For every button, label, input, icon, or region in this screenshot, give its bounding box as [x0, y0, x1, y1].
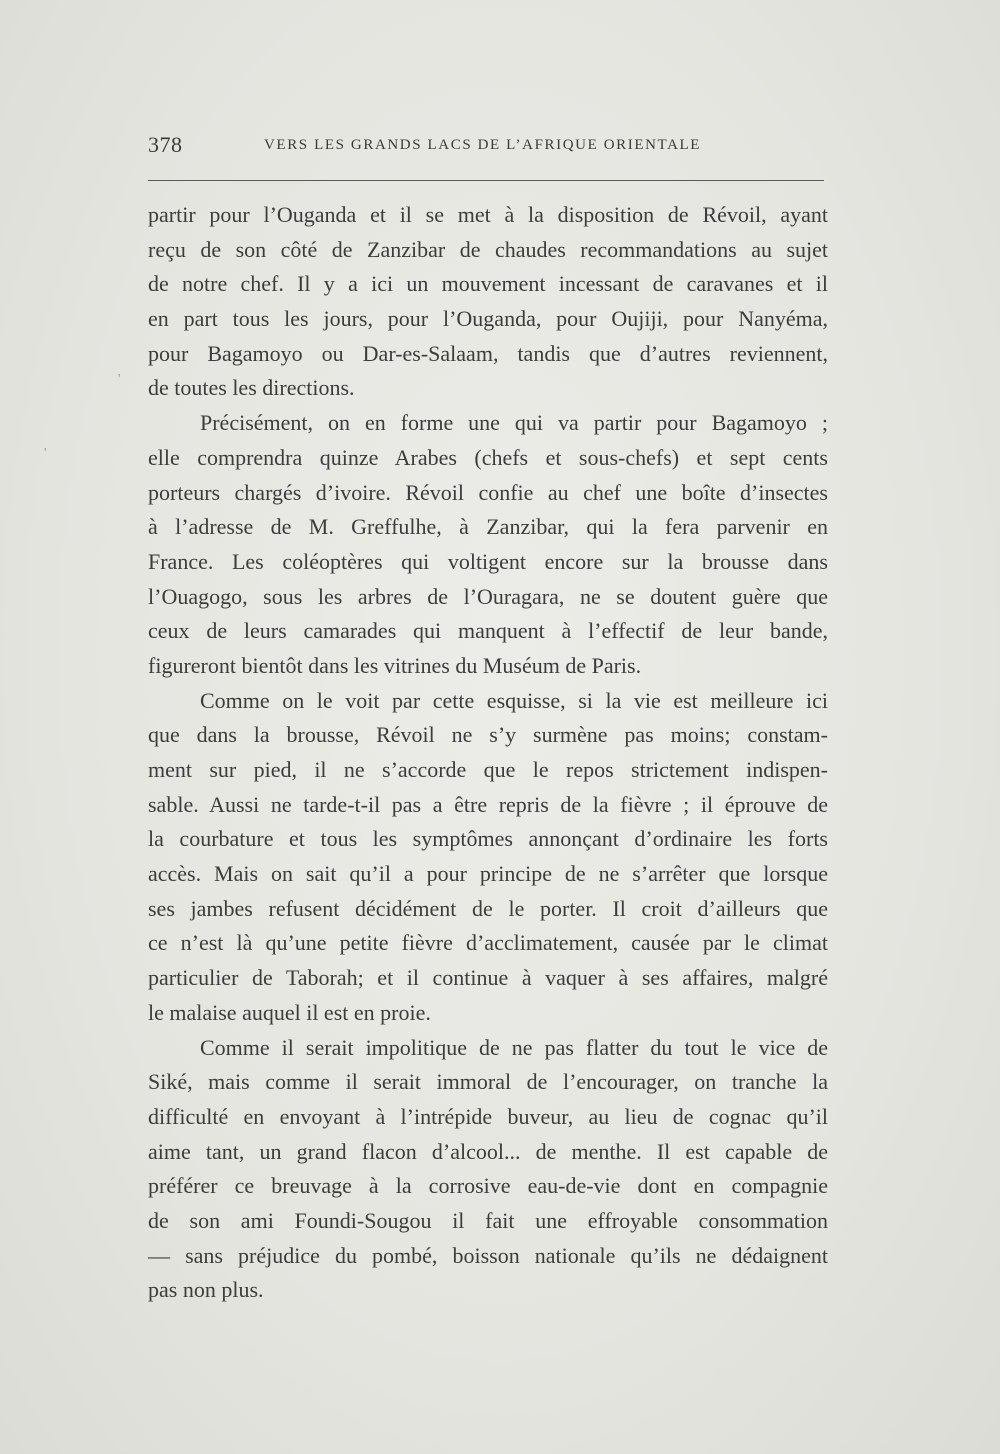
paragraph — [148, 684, 838, 1031]
header-rule — [148, 180, 824, 181]
text-line: sable. Aussi ne tarde-t-il pas a être repris de la fièvre ; il éprouve de — [148, 791, 828, 817]
text-body — [148, 198, 838, 1308]
page-number: 378 — [148, 132, 183, 157]
paragraph — [148, 1031, 838, 1309]
text-line: Comme il serait impolitique de ne pas flatter du tout le vice de — [200, 1034, 828, 1060]
text-line: pour Bagamoyo ou Dar-es-Salaam, tandis que d’autres reviennent, — [148, 340, 828, 366]
text-line: de notre chef. Il y a ici un mouvement incessant de caravanes et il — [148, 271, 828, 297]
text-line: de son ami Foundi-Sougou il fait une effroyable consommation — [148, 1207, 828, 1233]
text-line: Siké, mais comme il serait immoral de l’encourager, on tranche la — [148, 1069, 828, 1095]
text-line: de toutes les directions. — [148, 375, 355, 401]
text-line: que dans la brousse, Révoil ne s’y surmène pas moins; constam- — [148, 722, 828, 748]
text-line: particulier de Taborah; et il continue à vaquer à ses affaires, malgré — [148, 965, 828, 991]
text-line: la courbature et tous les symptômes annonçant d’ordinaire les forts — [148, 826, 828, 852]
text-line: pas non plus. — [148, 1277, 264, 1303]
text-line: Comme on le voit par cette esquisse, si la vie est meilleure ici — [200, 687, 828, 713]
text-line: reçu de son côté de Zanzibar de chaudes recommandations au sujet — [148, 236, 828, 262]
paper-speck: ' — [118, 372, 121, 387]
text-line: l’Ouagogo, sous les arbres de l’Ouragara, ne se doutent guère que — [148, 583, 828, 609]
running-title: VERS LES GRANDS LACS DE L’AFRIQUE ORIENTALE — [264, 137, 702, 153]
text-line: France. Les coléoptères qui voltigent encore sur la brousse dans — [148, 548, 828, 574]
paper-speck: ' — [44, 446, 47, 461]
text-line: ceux de leurs camarades qui manquent à l’effectif de leur bande, — [148, 618, 828, 644]
paragraph — [148, 198, 838, 406]
text-line: partir pour l’Ouganda et il se met à la disposition de Révoil, ayant — [148, 202, 828, 227]
text-line: difficulté en envoyant à l’intrépide buveur, au lieu de cognac qu’il — [148, 1103, 828, 1129]
text-line: ment sur pied, il ne s’accorde que le repos strictement indispen- — [148, 757, 828, 782]
text-line: préférer ce breuvage à la corrosive eau-de-vie dont en compagnie — [148, 1173, 828, 1199]
text-line: porteurs chargés d’ivoire. Révoil confie au chef une boîte d’insectes — [148, 479, 828, 505]
text-line: à l’adresse de M. Greffulhe, à Zanzibar, qui la fera parvenir en — [148, 514, 828, 540]
text-line: elle comprendra quinze Arabes (chefs et sous-chefs) et sept cents — [148, 444, 828, 470]
text-line: en part tous les jours, pour l’Ouganda, pour Oujiji, pour Nanyéma, — [148, 306, 828, 332]
text-line: — sans préjudice du pombé, boisson nationale qu’ils ne dédaignent — [148, 1242, 828, 1268]
text-line: ses jambes refusent décidément de le porter. Il croit d’ailleurs que — [148, 895, 828, 921]
text-line: le malaise auquel il est en proie. — [148, 999, 431, 1025]
paragraph — [148, 406, 838, 684]
text-line: accès. Mais on sait qu’il a pour principe de ne s’arrêter que lorsque — [148, 861, 828, 887]
running-head — [148, 132, 828, 160]
text-line: ce n’est là qu’une petite fièvre d’acclimatement, causée par le climat — [148, 930, 828, 956]
text-line: Précisément, on en forme une qui va partir pour Bagamoyo ; — [200, 410, 828, 436]
text-line: figureront bientôt dans les vitrines du Muséum de Paris. — [148, 652, 642, 678]
text-line: aime tant, un grand flacon d’alcool... de menthe. Il est capable de — [148, 1138, 828, 1164]
